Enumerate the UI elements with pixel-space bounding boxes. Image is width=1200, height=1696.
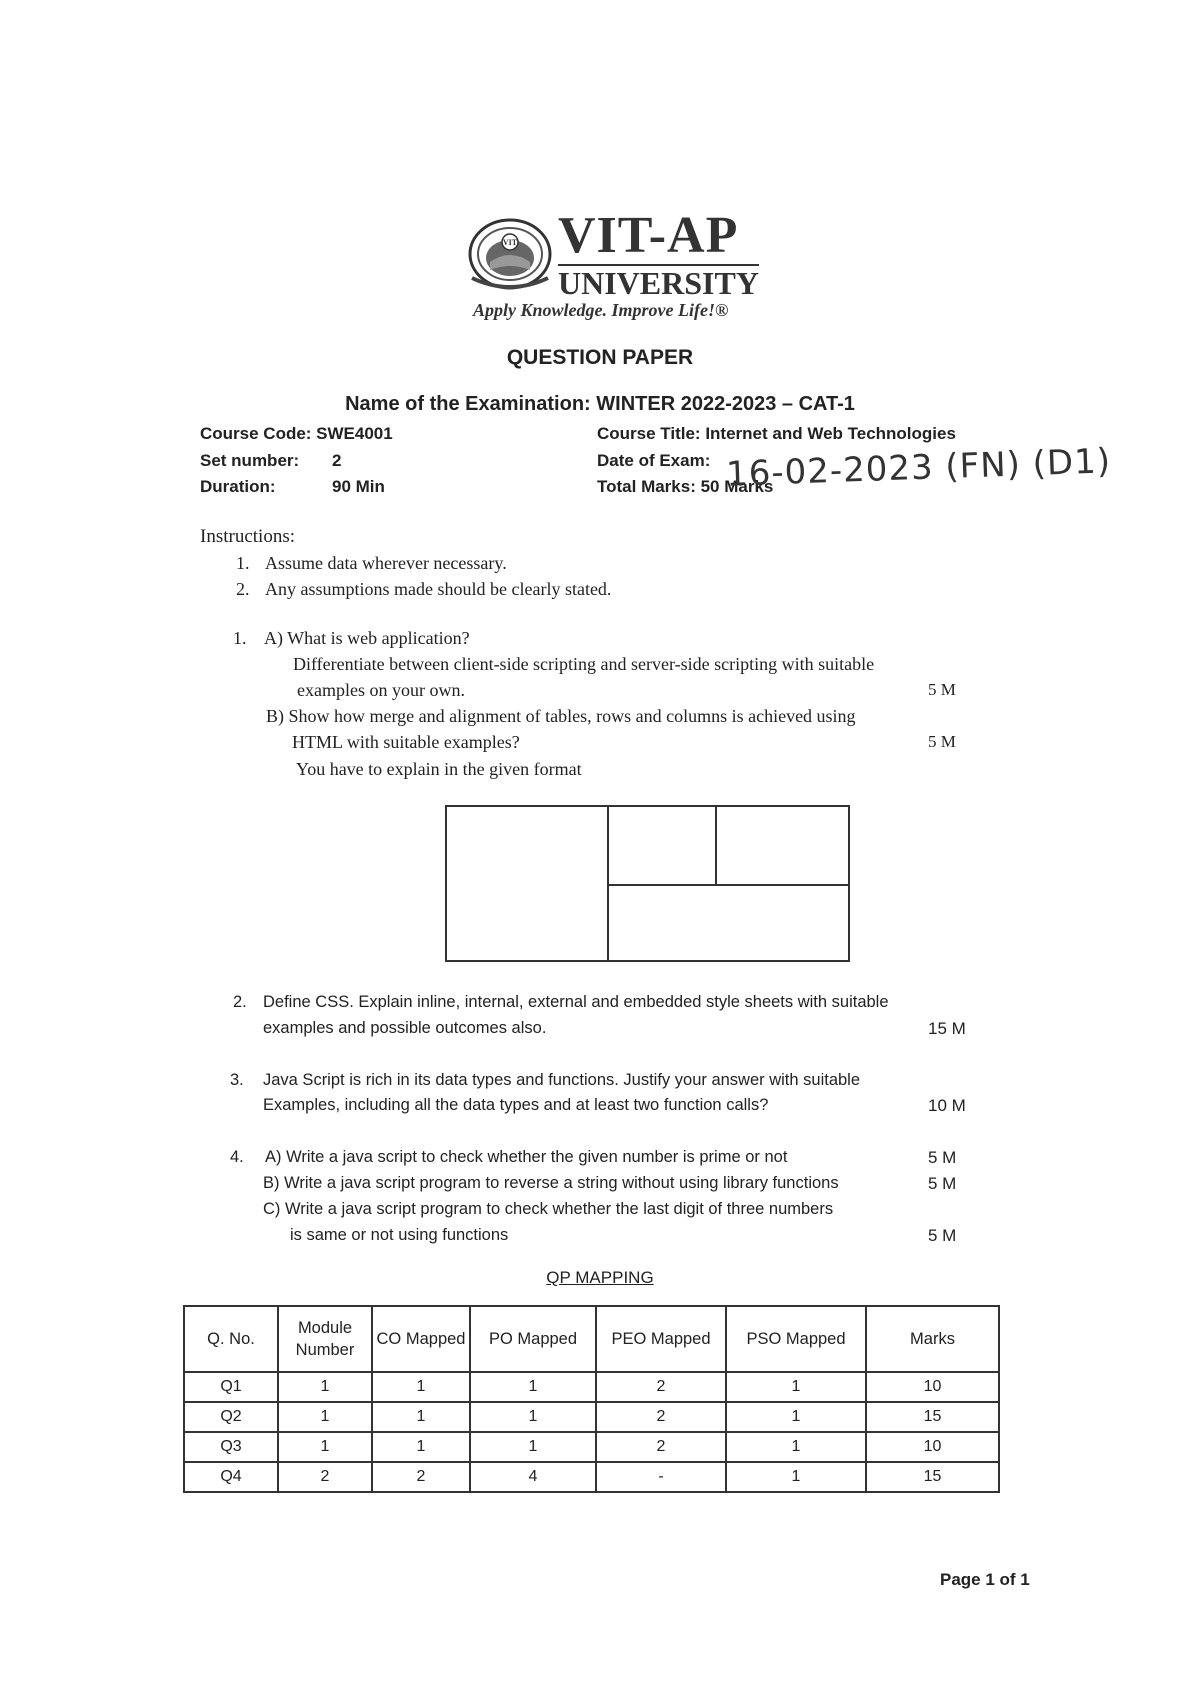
question-1a-marks: 5 M bbox=[928, 680, 956, 699]
brand-block bbox=[558, 207, 759, 301]
table-row bbox=[184, 1462, 999, 1492]
question-4c-line: C) Write a java script program to check whether the last digit of three numbers bbox=[263, 1200, 834, 1218]
question-1b-line: B) Show how merge and alignment of tables, rows and columns is achieved using bbox=[266, 706, 856, 726]
instruction-number: 1. bbox=[236, 553, 250, 573]
seal-text: VIT bbox=[502, 238, 518, 247]
question-3-line: Java Script is rich in its data types and functions. Justify your answer with suitable bbox=[263, 1071, 861, 1089]
duration-value: 90 Min bbox=[332, 477, 385, 496]
table-cell: 15 bbox=[866, 1402, 999, 1432]
set-number-label: Set number: bbox=[200, 451, 300, 470]
table-cell: 1 bbox=[726, 1402, 866, 1432]
table-cell: Q3 bbox=[184, 1432, 278, 1462]
instructions-heading: Instructions: bbox=[200, 526, 295, 547]
table-cell: 1 bbox=[726, 1432, 866, 1462]
table-cell: 4 bbox=[470, 1462, 596, 1492]
column-header: CO Mapped bbox=[372, 1306, 470, 1372]
question-1a-line: examples on your own. bbox=[297, 680, 465, 700]
table-cell: 10 bbox=[866, 1432, 999, 1462]
figure-divider bbox=[715, 807, 717, 884]
university-seal-icon bbox=[468, 218, 552, 290]
table-cell: 1 bbox=[470, 1402, 596, 1432]
instruction-number: 2. bbox=[236, 579, 250, 599]
table-format-figure bbox=[445, 805, 850, 962]
table-cell: 1 bbox=[470, 1432, 596, 1462]
instruction-text: Assume data wherever necessary. bbox=[265, 553, 507, 573]
table-cell: 1 bbox=[470, 1372, 596, 1402]
table-cell: 1 bbox=[726, 1372, 866, 1402]
column-header: Q. No. bbox=[184, 1306, 278, 1372]
table-cell: 2 bbox=[372, 1462, 470, 1492]
brand-name: VIT-AP bbox=[558, 207, 739, 264]
figure-divider bbox=[607, 884, 848, 886]
table-row bbox=[184, 1372, 999, 1402]
table-cell: 1 bbox=[278, 1432, 372, 1462]
question-1-number: 1. bbox=[233, 628, 247, 648]
question-1a-line: Differentiate between client-side scripting and server-side scripting with suitable bbox=[293, 654, 875, 674]
table-cell: 2 bbox=[596, 1372, 726, 1402]
question-4c-marks: 5 M bbox=[928, 1226, 957, 1245]
table-cell: Q1 bbox=[184, 1372, 278, 1402]
document-title: QUESTION PAPER bbox=[506, 346, 694, 369]
question-2-marks: 15 M bbox=[928, 1019, 966, 1038]
table-cell: 1 bbox=[372, 1432, 470, 1462]
question-2-number: 2. bbox=[233, 993, 247, 1011]
table-cell: 15 bbox=[866, 1462, 999, 1492]
total-marks: Total Marks: 50 Marks bbox=[597, 477, 774, 496]
table-cell: 2 bbox=[596, 1402, 726, 1432]
question-2-line: Define CSS. Explain inline, internal, external and embedded style sheets with suitable bbox=[263, 993, 889, 1011]
qp-mapping-table bbox=[183, 1305, 1000, 1493]
column-header: Marks bbox=[866, 1306, 999, 1372]
question-4a-marks: 5 M bbox=[928, 1148, 957, 1167]
exam-name: Name of the Examination: WINTER 2022-2023 – CAT-1 bbox=[345, 393, 855, 415]
duration-label: Duration: bbox=[200, 477, 276, 496]
table-cell: 1 bbox=[372, 1372, 470, 1402]
table-header-row bbox=[184, 1306, 999, 1372]
table-row bbox=[184, 1402, 999, 1432]
column-header: PSO Mapped bbox=[726, 1306, 866, 1372]
table-cell: 1 bbox=[278, 1372, 372, 1402]
question-4b-marks: 5 M bbox=[928, 1174, 957, 1193]
table-cell: - bbox=[596, 1462, 726, 1492]
table-cell: 10 bbox=[866, 1372, 999, 1402]
table-cell: 2 bbox=[596, 1432, 726, 1462]
question-1b-marks: 5 M bbox=[928, 732, 956, 751]
table-cell: 1 bbox=[278, 1402, 372, 1432]
tagline: Apply Knowledge. Improve Life!® bbox=[473, 300, 729, 320]
question-4a-line: A) Write a java script to check whether the given number is prime or not bbox=[265, 1148, 788, 1166]
question-3-marks: 10 M bbox=[928, 1096, 966, 1115]
table-cell: Q4 bbox=[184, 1462, 278, 1492]
table-cell: Q2 bbox=[184, 1402, 278, 1432]
table-cell: 1 bbox=[726, 1462, 866, 1492]
table-cell: 1 bbox=[372, 1402, 470, 1432]
question-1b-line: You have to explain in the given format bbox=[296, 759, 582, 779]
course-code: Course Code: SWE4001 bbox=[200, 424, 393, 443]
date-of-exam-label: Date of Exam: bbox=[597, 451, 711, 470]
instruction-text: Any assumptions made should be clearly stated. bbox=[265, 579, 612, 599]
question-1a-line: A) What is web application? bbox=[264, 628, 470, 648]
handwritten-date: 16-02-2023 (FN) (D1) bbox=[725, 441, 1112, 495]
question-4c-line: is same or not using functions bbox=[290, 1226, 509, 1244]
question-4b-line: B) Write a java script program to reverse a string without using library functions bbox=[263, 1174, 839, 1192]
set-number-value: 2 bbox=[332, 451, 342, 470]
question-2-line: examples and possible outcomes also. bbox=[263, 1019, 547, 1037]
table-cell: 2 bbox=[278, 1462, 372, 1492]
column-header: PO Mapped bbox=[470, 1306, 596, 1372]
qp-mapping-title: QP MAPPING bbox=[546, 1268, 654, 1287]
page-number: Page 1 of 1 bbox=[940, 1570, 1030, 1589]
column-header: PEO Mapped bbox=[596, 1306, 726, 1372]
brand-university: UNIVERSITY bbox=[558, 265, 759, 301]
column-header: Module Number bbox=[278, 1306, 372, 1372]
course-title: Course Title: Internet and Web Technologies bbox=[597, 424, 956, 443]
university-logo bbox=[468, 207, 778, 322]
question-4-number: 4. bbox=[230, 1148, 244, 1166]
question-3-line: Examples, including all the data types and at least two function calls? bbox=[263, 1096, 769, 1114]
table-row bbox=[184, 1432, 999, 1462]
question-1b-line: HTML with suitable examples? bbox=[292, 732, 520, 752]
question-3-number: 3. bbox=[230, 1071, 244, 1089]
